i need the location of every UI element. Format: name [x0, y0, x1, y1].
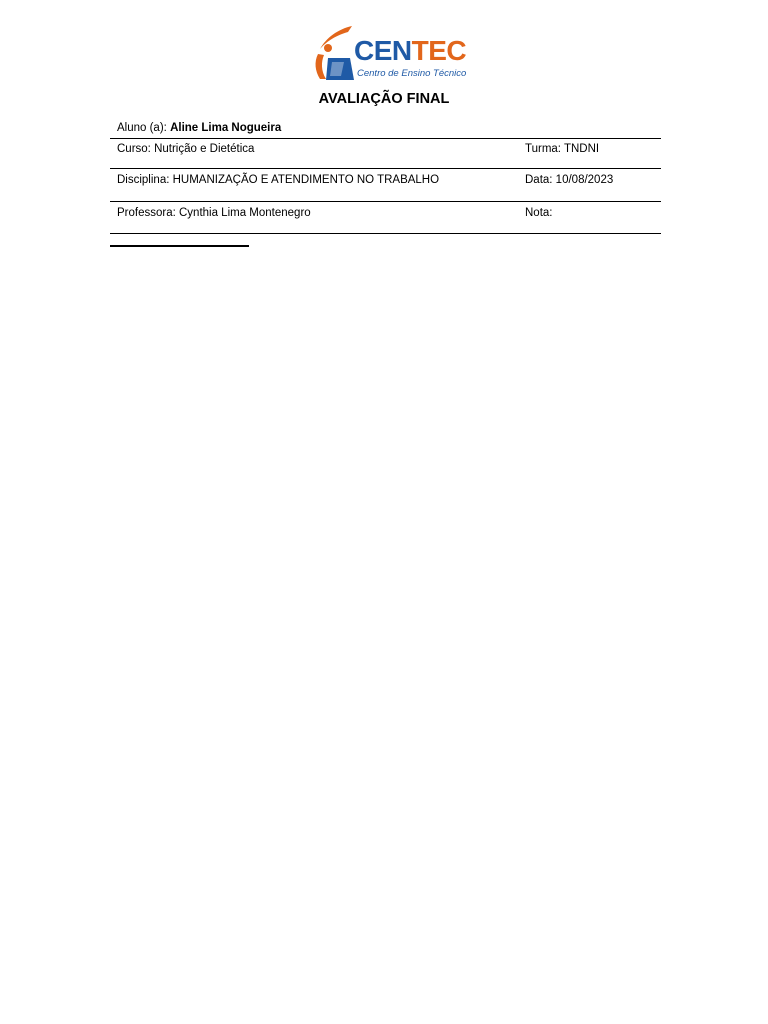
discipline-row [110, 169, 661, 202]
teacher-field: Professora: Cynthia Lima Montenegro [117, 207, 311, 219]
centec-logo [312, 24, 467, 82]
student-name: Aline Lima Nogueira [170, 122, 282, 134]
logo-subtitle: Centro de Ensino Técnico [357, 68, 467, 79]
discipline-field: Disciplina: HUMANIZAÇÃO E ATENDIMENTO NO TRABALHO [117, 174, 440, 186]
course-row [110, 139, 661, 169]
grade-field: Nota: [525, 207, 553, 219]
logo-emblem-icon [312, 24, 356, 82]
logo-wordmark-tec: TEC [411, 35, 467, 66]
page-title: AVALIAÇÃO FINAL [318, 91, 450, 107]
logo-wordmark-cen: CEN [354, 35, 412, 66]
date-field: Data: 10/08/2023 [525, 174, 614, 186]
student-info-form [110, 119, 661, 234]
class-field: Turma: TNDNI [525, 143, 600, 155]
teacher-row [110, 202, 661, 234]
student-field [117, 122, 281, 134]
student-row [110, 119, 661, 139]
course-field: Curso: Nutrição e Dietética [117, 143, 255, 155]
divider-line [110, 245, 249, 247]
logo-wordmark [354, 36, 466, 66]
student-label: Aluno (a): [117, 122, 171, 134]
